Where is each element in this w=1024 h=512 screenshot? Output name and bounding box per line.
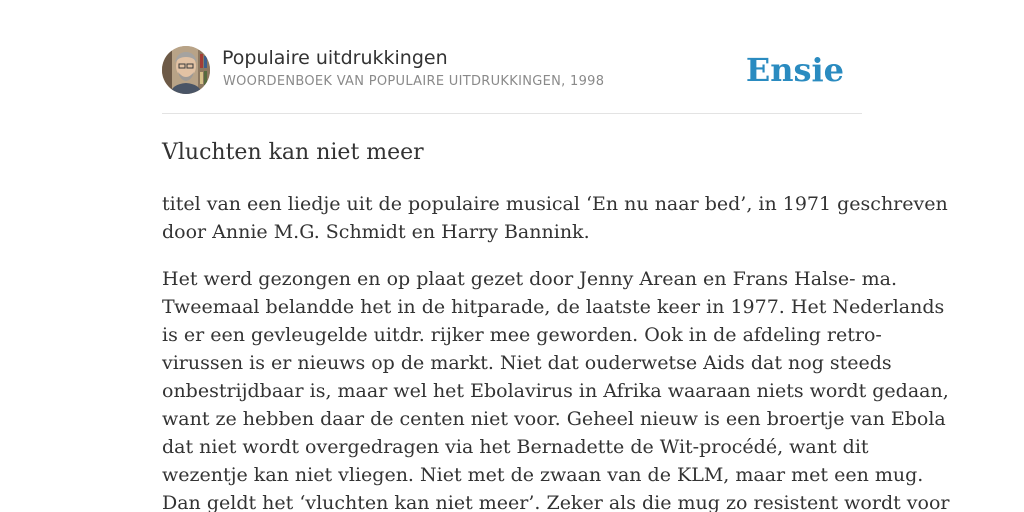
source-title[interactable]: Populaire uitdrukkingen bbox=[222, 47, 448, 69]
entry-definition bbox=[162, 190, 950, 512]
text-line: is er een gevleugelde uitdr. rijker mee geworden. Ook in de afdeling retro- bbox=[162, 324, 882, 346]
text-line: Dan geldt het ‘vluchten kan niet meer’. Zeker als die mug zo resistent wordt voor bbox=[162, 492, 950, 512]
text-line: virussen is er nieuws op de markt. Niet dat ouderwetse Aids dat nog steeds bbox=[162, 352, 892, 374]
source-header bbox=[162, 46, 862, 96]
text-line: onbestrijdbaar is, maar wel het Ebolavirus in Afrika waaraan niets wordt gedaan, bbox=[162, 380, 949, 402]
definition-paragraph bbox=[162, 265, 950, 512]
text-line: want ze hebben daar de centen niet voor. Geheel nieuw is een broertje van Ebola bbox=[162, 408, 946, 430]
entry-title: Vluchten kan niet meer bbox=[162, 140, 424, 165]
text-line: titel van een liedje uit de populaire musical ‘En nu naar bed’, in 1971 geschreven bbox=[162, 193, 948, 215]
text-line: Het werd gezongen en op plaat gezet door Jenny Arean en Frans Halse- ma. bbox=[162, 268, 897, 290]
author-photo-icon bbox=[162, 46, 210, 94]
text-line: dat niet wordt overgedragen via het Bernadette de Wit-procédé, want dit bbox=[162, 436, 869, 458]
header-divider bbox=[162, 113, 862, 114]
source-subtitle: WOORDENBOEK VAN POPULAIRE UITDRUKKINGEN, 1998 bbox=[223, 74, 605, 89]
author-avatar[interactable] bbox=[162, 46, 210, 94]
text-line: wezentje kan niet vliegen. Niet met de zwaan van de KLM, maar met een mug. bbox=[162, 464, 924, 486]
text-line: door Annie M.G. Schmidt en Harry Bannink. bbox=[162, 221, 590, 243]
ensie-logo[interactable]: Ensie bbox=[745, 51, 844, 89]
definition-paragraph bbox=[162, 190, 948, 246]
text-line: Tweemaal belandde het in de hitparade, de laatste keer in 1977. Het Nederlands bbox=[162, 296, 945, 318]
